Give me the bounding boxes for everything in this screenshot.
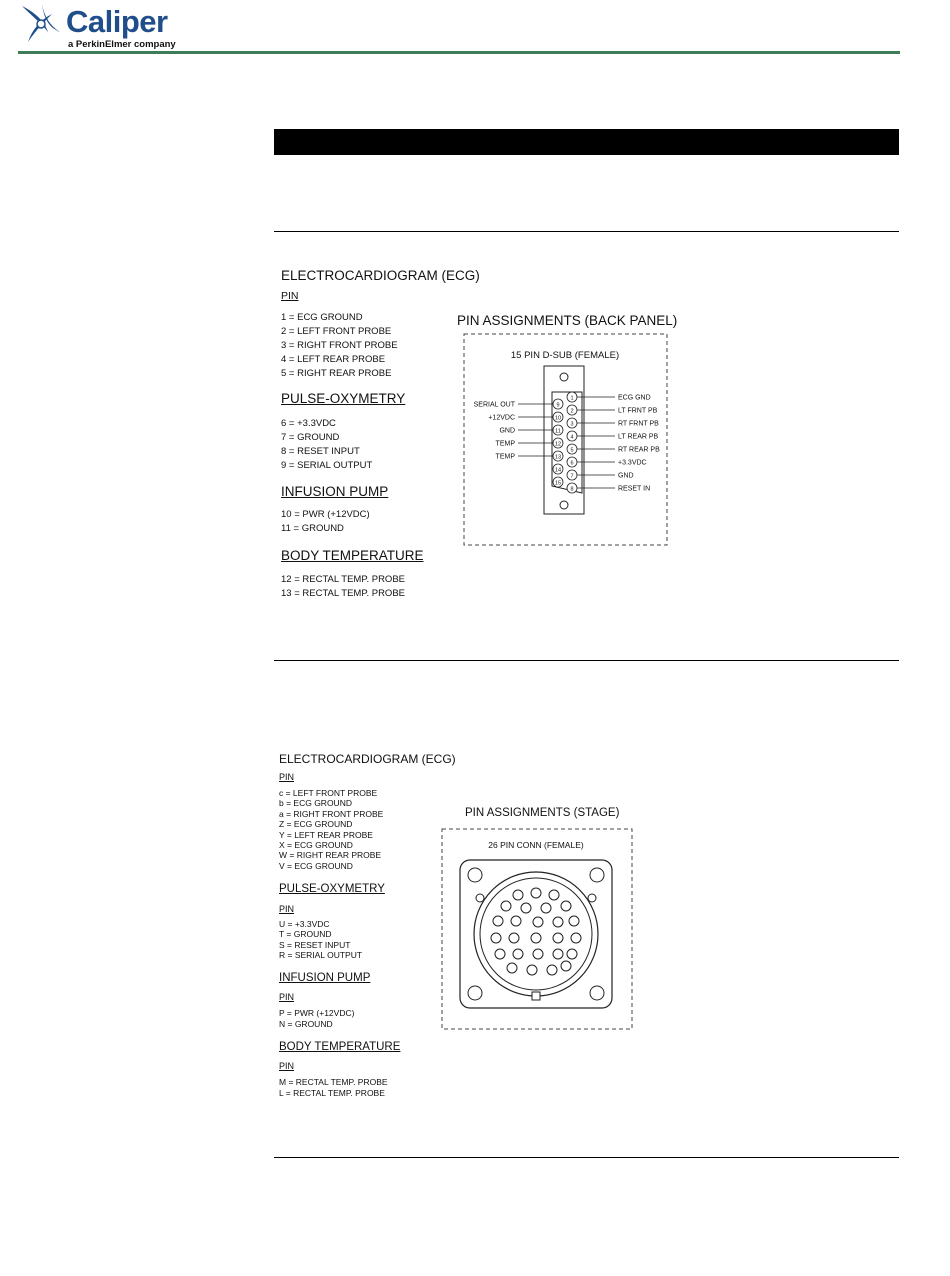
connector-pin-icon (509, 933, 519, 943)
pin-number: 3 (570, 421, 574, 428)
brand-tagline: a PerkinElmer company (68, 39, 176, 50)
brand-name: Caliper (66, 4, 168, 39)
ecg-item: V = ECG GROUND (279, 861, 353, 871)
ecg-item: 4 = LEFT REAR PROBE (281, 354, 386, 365)
temp-pin-label: PIN (279, 1061, 295, 1071)
connector-pin-icon (507, 963, 517, 973)
connector-pin-icon (561, 901, 571, 911)
panel-title: PIN ASSIGNMENTS (BACK PANEL) (457, 313, 678, 328)
connector-pin-icon (491, 933, 501, 943)
connector-pin-icon (533, 949, 543, 959)
pulse-item: R = SERIAL OUTPUT (279, 950, 363, 960)
ecg-item: 1 = ECG GROUND (281, 312, 363, 323)
caliper-logo (18, 2, 188, 48)
pin-label: TEMP (495, 440, 515, 448)
pin-number: 14 (554, 467, 562, 474)
pulse-pin-label: PIN (279, 904, 295, 914)
pin-number: 5 (570, 447, 574, 454)
pin-label: +12VDC (488, 414, 515, 422)
temp-heading: BODY TEMPERATURE (281, 548, 424, 563)
connector-pin-icon (549, 890, 559, 900)
infusion-pin-label: PIN (279, 992, 295, 1002)
connector-pin-icon (501, 901, 511, 911)
connector-pin-icon (547, 965, 557, 975)
mount-hole-icon (468, 868, 482, 882)
pin-number: 1 (570, 395, 574, 402)
connector-pin-icon (533, 917, 543, 927)
pulse-item: 9 = SERIAL OUTPUT (281, 460, 373, 471)
connector-pin-icon (571, 933, 581, 943)
pulse-item: T = GROUND (279, 929, 332, 939)
bayonet-pin-icon (588, 894, 596, 902)
ecg-item: 2 = LEFT FRONT PROBE (281, 326, 392, 337)
pin-number: 13 (554, 454, 562, 461)
pin-number: 8 (570, 486, 574, 493)
ecg-item: Z = ECG GROUND (279, 819, 353, 829)
pin-number: 15 (554, 480, 562, 487)
pulse-item: 6 = +3.3VDC (281, 418, 336, 429)
divider-1 (274, 231, 899, 232)
pulse-heading: PULSE-OXYMETRY (281, 391, 406, 406)
connector-pin-icon (495, 949, 505, 959)
connector-pin-icon (541, 903, 551, 913)
pulse-item: 8 = RESET INPUT (281, 446, 360, 457)
temp-item: L = RECTAL TEMP. PROBE (279, 1088, 385, 1098)
ecg-item: a = RIGHT FRONT PROBE (279, 809, 384, 819)
pin-label: GND (499, 427, 515, 435)
pin-label: GND (618, 472, 634, 480)
connector-title: 15 PIN D-SUB (FEMALE) (510, 350, 620, 361)
pulse-item: 7 = GROUND (281, 432, 340, 443)
connector-pin-icon (513, 949, 523, 959)
pin-number: 12 (554, 441, 562, 448)
infusion-item: 10 = PWR (+12VDC) (281, 509, 370, 520)
connector-pin-icon (493, 916, 503, 926)
infusion-item: 11 = GROUND (281, 523, 344, 534)
infusion-item: N = GROUND (279, 1019, 333, 1029)
panel-title: PIN ASSIGNMENTS (STAGE) (465, 807, 620, 819)
dsub-connector-drawing (460, 330, 680, 550)
connector-pin-icon (567, 949, 577, 959)
infusion-item: P = PWR (+12VDC) (279, 1008, 355, 1018)
pin-label: TEMP (495, 453, 515, 461)
ecg-item: c = LEFT FRONT PROBE (279, 788, 378, 798)
pin-number: 7 (570, 473, 574, 480)
connector-pin-icon (521, 903, 531, 913)
pin-label: +3.3VDC (618, 459, 647, 467)
divider-2 (274, 660, 899, 661)
pin-label: SERIAL OUT (473, 401, 515, 409)
pin-label: LT REAR PB (618, 433, 659, 441)
ecg-item: W = RIGHT REAR PROBE (279, 850, 382, 860)
pin-number: 9 (556, 402, 560, 409)
temp-heading: BODY TEMPERATURE (279, 1041, 401, 1053)
infusion-heading: INFUSION PUMP (279, 972, 371, 984)
mount-hole-icon (560, 501, 568, 509)
mount-hole-icon (590, 868, 604, 882)
ecg-heading: ELECTROCARDIOGRAM (ECG) (281, 268, 480, 283)
temp-item: M = RECTAL TEMP. PROBE (279, 1077, 388, 1087)
section-header-bar (274, 129, 899, 155)
connector-key (532, 992, 540, 1000)
header-rule (18, 51, 900, 54)
bayonet-pin-icon (476, 894, 484, 902)
pin-number: 11 (555, 428, 561, 435)
pin-label: LT FRNT PB (618, 407, 658, 415)
mount-hole-icon (590, 986, 604, 1000)
pin-number: 10 (554, 415, 562, 422)
ecg-pin-label: PIN (281, 290, 299, 302)
pulse-heading: PULSE-OXYMETRY (279, 883, 385, 895)
temp-item: 13 = RECTAL TEMP. PROBE (281, 588, 405, 599)
pulse-item: U = +3.3VDC (279, 919, 330, 929)
ecg-item: b = ECG GROUND (279, 798, 352, 808)
connector-title: 26 PIN CONN (FEMALE) (488, 840, 584, 850)
pin-number: 6 (570, 460, 574, 467)
temp-item: 12 = RECTAL TEMP. PROBE (281, 574, 405, 585)
divider-3 (274, 1157, 899, 1158)
connector-flange (460, 860, 612, 1008)
pin-number: 4 (570, 434, 574, 441)
pin-label: RT REAR PB (618, 446, 660, 454)
pin-label: RESET IN (618, 485, 651, 493)
round-connector-drawing (440, 826, 636, 1032)
connector-pin-icon (553, 917, 563, 927)
connector-pin-icon (553, 949, 563, 959)
infusion-heading: INFUSION PUMP (281, 484, 389, 499)
connector-pin-icon (511, 916, 521, 926)
pulse-item: S = RESET INPUT (279, 940, 351, 950)
ecg-heading: ELECTROCARDIOGRAM (ECG) (279, 752, 456, 766)
connector-pin-icon (569, 916, 579, 926)
pin-number: 2 (570, 408, 574, 415)
connector-pin-icon (513, 890, 523, 900)
ecg-item: 5 = RIGHT REAR PROBE (281, 368, 392, 379)
ecg-item: X = ECG GROUND (279, 840, 353, 850)
mount-hole-icon (468, 986, 482, 1000)
connector-pin-icon (531, 933, 541, 943)
pin-label: RT FRNT PB (618, 420, 659, 428)
connector-pin-icon (553, 933, 563, 943)
mount-hole-icon (560, 373, 568, 381)
caliper-swirl-icon (18, 2, 64, 46)
ecg-item: 3 = RIGHT FRONT PROBE (281, 340, 398, 351)
connector-pin-icon (527, 965, 537, 975)
connector-pin-icon (561, 961, 571, 971)
connector-pin-icon (531, 888, 541, 898)
ecg-item: Y = LEFT REAR PROBE (279, 830, 373, 840)
ecg-pin-label: PIN (279, 772, 295, 782)
pin-label: ECG GND (618, 394, 651, 402)
